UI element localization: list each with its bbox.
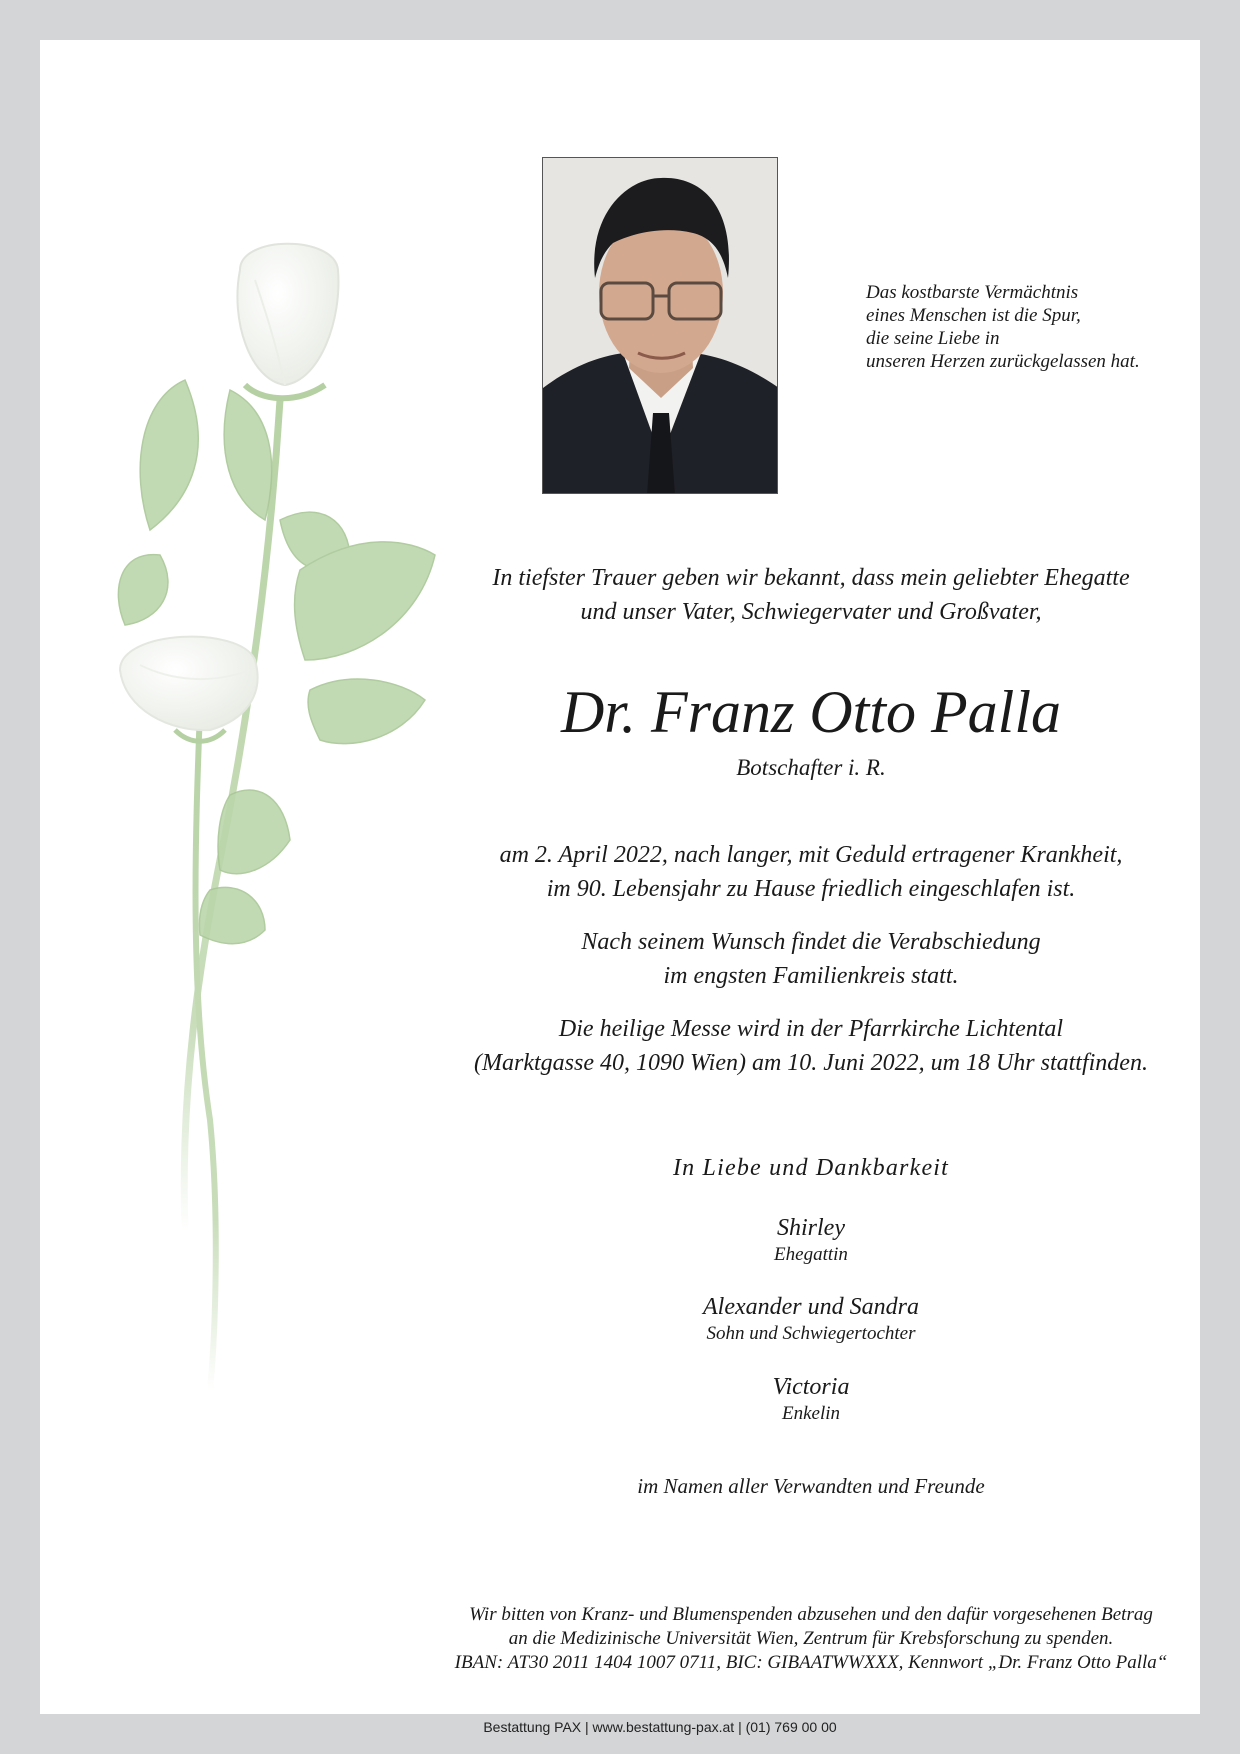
announcement-intro bbox=[406, 561, 1216, 629]
death-notice bbox=[406, 838, 1216, 906]
portrait-photo bbox=[542, 157, 778, 494]
farewell-line: Nach seinem Wunsch findet die Verabschiedung bbox=[581, 929, 1041, 955]
donation-line: an die Medizinische Universität Wien, Zentrum für Krebsforschung zu spenden. bbox=[508, 1628, 1114, 1649]
mourner-entry bbox=[406, 1372, 1216, 1426]
deceased-name: Dr. Franz Otto Palla bbox=[560, 679, 1062, 745]
portrait-figure bbox=[543, 158, 778, 494]
motto-quote bbox=[866, 281, 1196, 373]
motto-line: die seine Liebe in bbox=[866, 328, 1000, 349]
death-line: am 2. April 2022, nach langer, mit Geduld ertragener Krankheit, bbox=[499, 842, 1123, 868]
intro-line: und unser Vater, Schwiegervater und Großvater, bbox=[580, 599, 1042, 625]
motto-line: Das kostbarste Vermächtnis bbox=[866, 282, 1079, 303]
mass-notice bbox=[406, 1012, 1216, 1080]
donation-line: IBAN: AT30 2011 1404 1007 0711, BIC: GIBAATWWXXX, Kennwort „Dr. Franz Otto Palla“ bbox=[454, 1652, 1168, 1673]
mourner-name: Shirley bbox=[777, 1215, 845, 1241]
mourner-relation: Ehegattin bbox=[774, 1244, 848, 1265]
mourner-name: Victoria bbox=[772, 1374, 850, 1400]
mourner-name: Alexander und Sandra bbox=[703, 1294, 919, 1320]
mourner-entry bbox=[406, 1292, 1216, 1346]
funeral-home-footer: Bestattung PAX | www.bestattung-pax.at | (01) 769 00 00 bbox=[483, 1719, 837, 1735]
farewell-notice bbox=[406, 925, 1216, 993]
motto-line: eines Menschen ist die Spur, bbox=[866, 305, 1081, 326]
intro-line: In tiefster Trauer geben wir bekannt, dass mein geliebter Ehegatte bbox=[492, 565, 1130, 591]
donation-request bbox=[406, 1603, 1216, 1675]
donation-line: Wir bitten von Kranz- und Blumenspenden abzusehen und den dafür vorgesehenen Betrag bbox=[469, 1604, 1153, 1625]
obituary-sheet bbox=[40, 40, 1200, 1735]
mourner-relation: Enkelin bbox=[781, 1403, 841, 1424]
motto-line: unseren Herzen zurückgelassen hat. bbox=[866, 351, 1140, 372]
family-line: im Namen aller Verwandten und Freunde bbox=[637, 1474, 985, 1498]
white-rose-icon bbox=[80, 240, 460, 1550]
death-line: im 90. Lebensjahr zu Hause friedlich eingeschlafen ist. bbox=[546, 876, 1076, 902]
mass-line: (Marktgasse 40, 1090 Wien) am 10. Juni 2022, um 18 Uhr stattfinden. bbox=[474, 1050, 1148, 1076]
mourner-relation: Sohn und Schwiegertochter bbox=[706, 1323, 916, 1344]
closing-phrase: In Liebe und Dankbarkeit bbox=[672, 1155, 950, 1181]
farewell-line: im engsten Familienkreis statt. bbox=[663, 963, 959, 989]
deceased-title: Botschafter i. R. bbox=[736, 755, 886, 780]
mourner-entry bbox=[406, 1213, 1216, 1267]
mass-line: Die heilige Messe wird in der Pfarrkirche Lichtental bbox=[558, 1016, 1064, 1042]
